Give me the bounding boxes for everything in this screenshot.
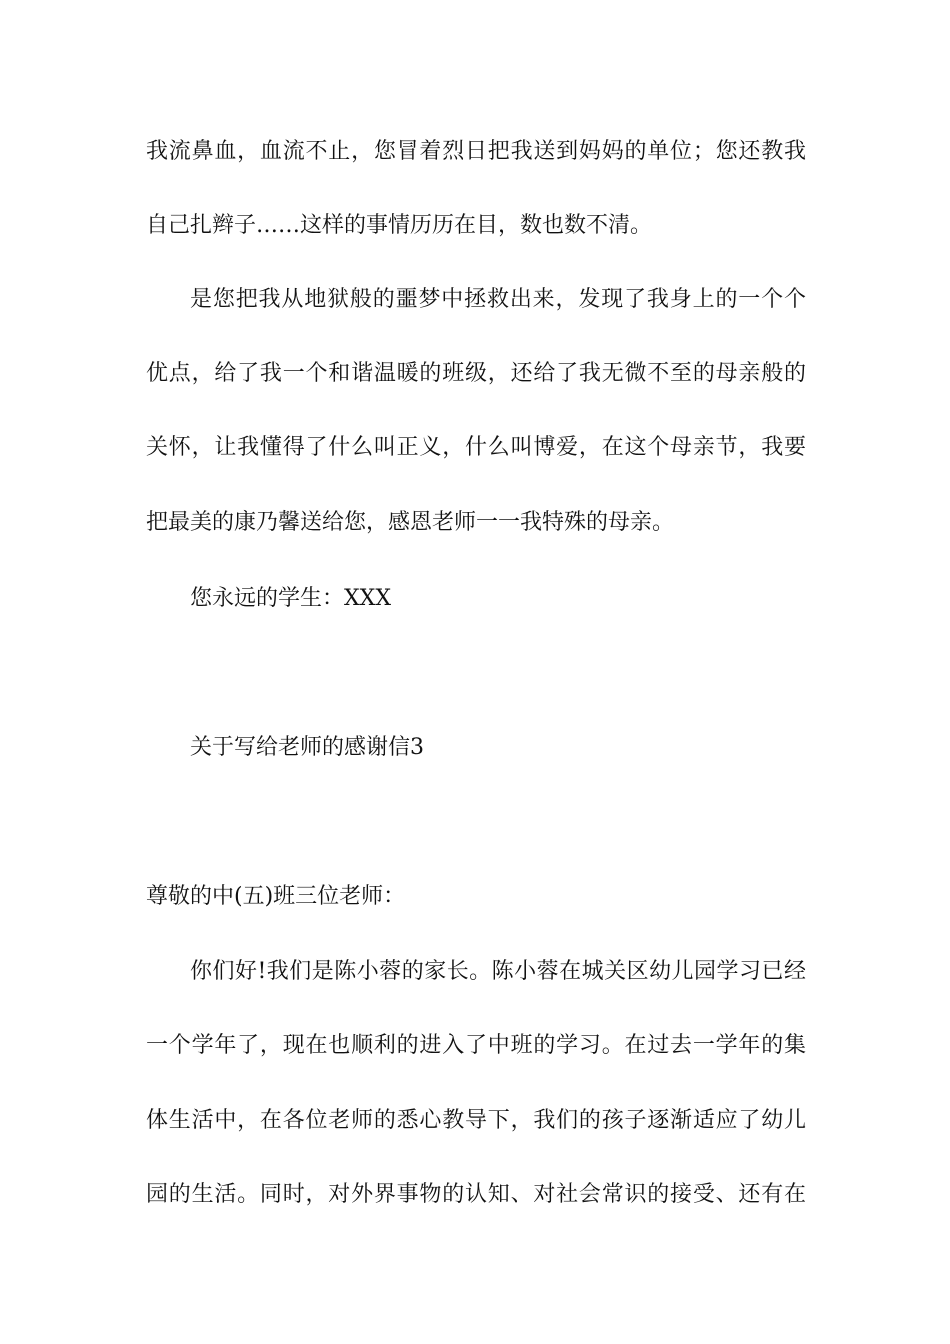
paragraph-line: 自己扎辫子……这样的事情历历在目，数也数不清。 <box>146 213 653 238</box>
paragraph-line: 体生活中，在各位老师的悉心教导下，我们的孩子逐渐适应了幼儿 <box>146 1108 806 1133</box>
paragraph-line: 是您把我从地狱般的噩梦中拯救出来，发现了我身上的一个个 <box>190 287 806 312</box>
section-heading: 关于写给老师的感谢信3 <box>190 735 424 760</box>
paragraph-line: 我流鼻血，血流不止，您冒着烈日把我送到妈妈的单位；您还教我 <box>146 139 806 164</box>
salutation-line: 尊敬的中(五)班三位老师： <box>146 884 406 909</box>
paragraph-line: 把最美的康乃馨送给您，感恩老师一一我特殊的母亲。 <box>146 510 675 535</box>
signature-line: 您永远的学生：XXX <box>190 586 391 611</box>
paragraph-line: 一个学年了，现在也顺利的进入了中班的学习。在过去一学年的集 <box>146 1033 806 1058</box>
paragraph-line: 园的生活。同时，对外界事物的认知、对社会常识的接受、还有在 <box>146 1182 806 1207</box>
paragraph-line: 你们好!我们是陈小蓉的家长。陈小蓉在城关区幼儿园学习已经 <box>190 959 806 984</box>
paragraph-line: 关怀，让我懂得了什么叫正义，什么叫博爱，在这个母亲节，我要 <box>146 435 806 460</box>
paragraph-line: 优点，给了我一个和谐温暖的班级，还给了我无微不至的母亲般的 <box>146 361 806 386</box>
